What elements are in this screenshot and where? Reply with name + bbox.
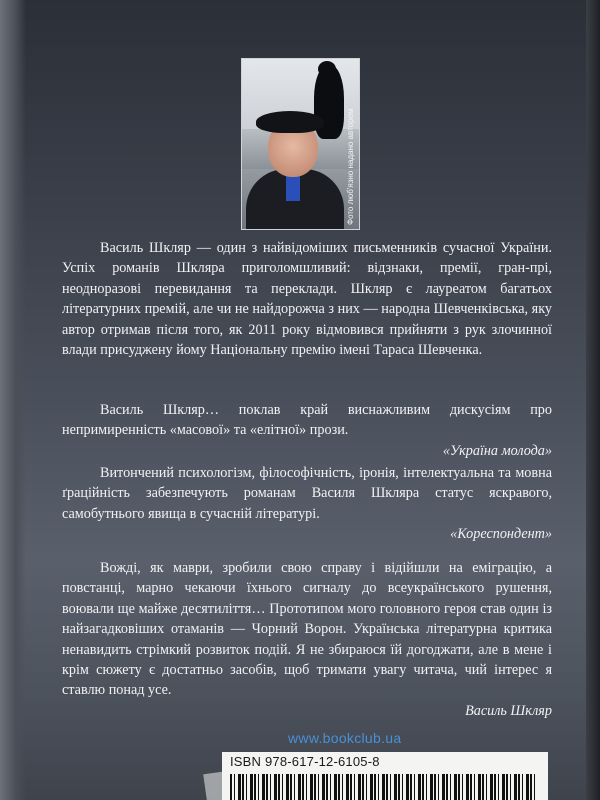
isbn-number: ISBN 978-617-12-6105-8	[230, 754, 380, 769]
author-quote	[62, 558, 552, 721]
cover-left-edge	[0, 0, 26, 800]
publisher-website: www.bookclub.ua	[288, 730, 402, 746]
barcode	[230, 774, 538, 800]
author-photo	[241, 58, 360, 230]
quote-source: Василь Шкляр	[465, 702, 552, 719]
isbn-barcode-area	[222, 752, 548, 800]
review-quote-1	[62, 400, 552, 461]
review-quote-2	[62, 463, 552, 545]
photo-credit: Фото люб'язно надано автором	[346, 108, 355, 225]
quote-text: Вожді, як маври, зробили свою справу і відійшли на еміграцію, а повстанці, марно чекаючи їхнього сигналу до всеукраїнського рушення, воювали ще майже десятиліття… Прототипом мого головного героя став один із найзагадковіших отаманів — Чорний Ворон. Українська літературна критика ненавидить стрімкий розвиток подій. Я не збираюся їй догоджати, але в мене і крім сюжету є достатньо засобів, щоб тримати увагу читача, чий інтерес я ставлю понад усе.	[62, 560, 552, 699]
quote-source: «Кореспондент»	[450, 526, 552, 543]
quote-text: Витончений психологізм, філософічність, іронія, інтелектуальна та мовна ґраційність забезпечують романам Василя Шкляра статус яскравого, самобутнього явища в сучасній літературі.	[62, 465, 552, 522]
quote-source: «Україна молода»	[442, 442, 552, 459]
author-bio	[62, 238, 552, 360]
quote-text: Василь Шкляр… поклав край виснажливим дискусіям про непримиренність «масової» та «елітної» прози.	[62, 402, 552, 439]
bio-paragraph: Василь Шкляр — один з найвідоміших письменників сучасної України. Успіх романів Шкляра приголомшливий: відзнаки, премії, гран-прі, неодноразові перевидання та переклади. Шкляр є лауреатом багатьох літературних премій, але чи не найдорожча з них — народна Шевченківська, яку автор отримав після того, як 2011 року відмовився прийняти з рук злочинної влади присуджену йому Національну премію імені Тараса Шевченка.	[62, 240, 552, 359]
cover-spine-edge	[586, 0, 600, 800]
